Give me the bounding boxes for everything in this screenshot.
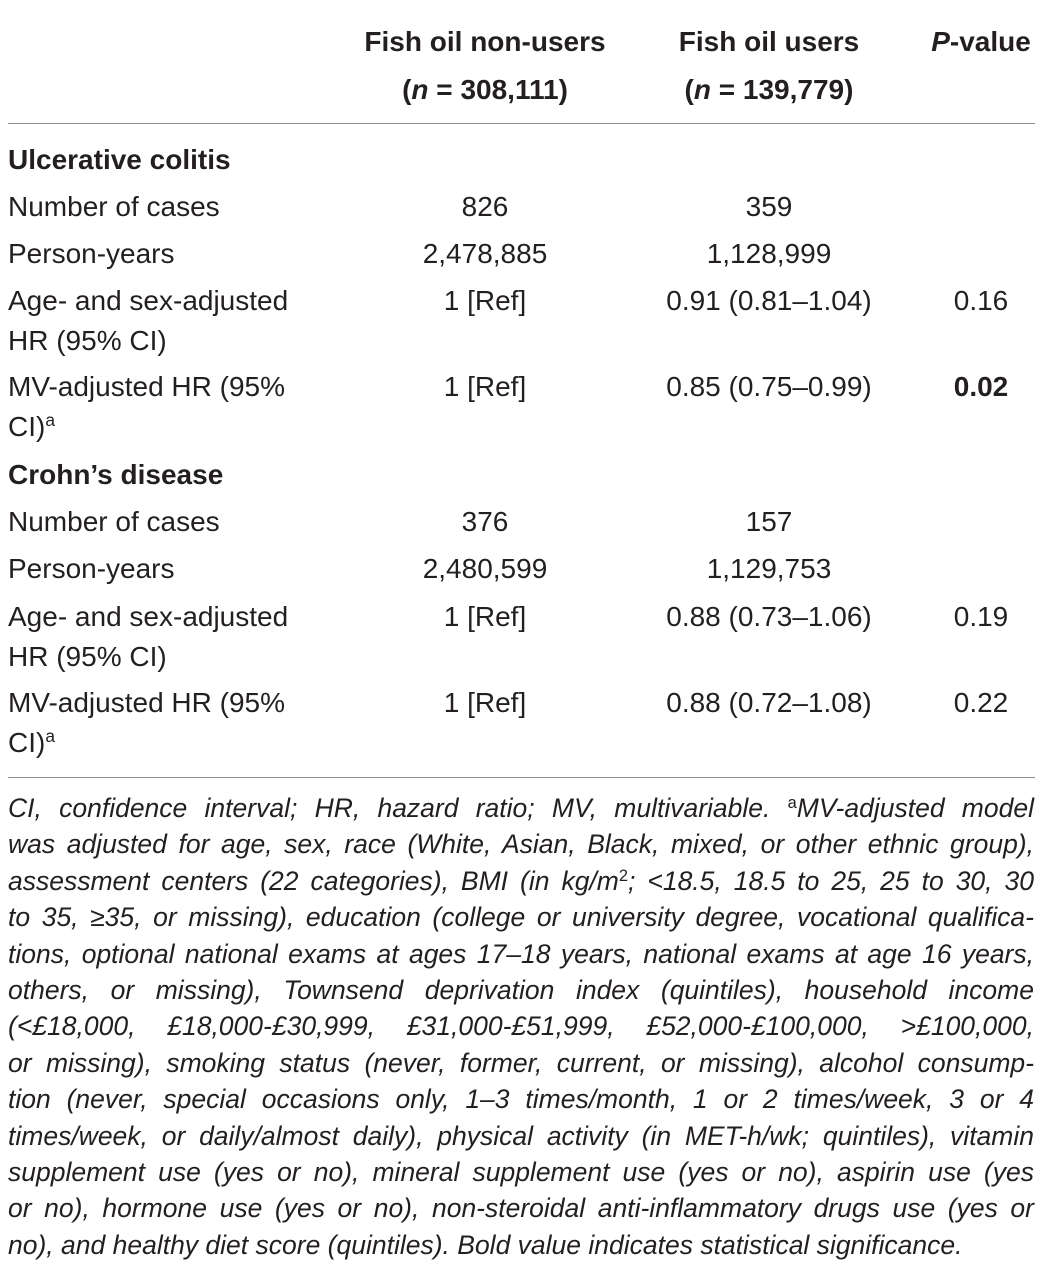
- footnote-text: tion (never, special occasions only, 1–3 times/month, 1 or 2 times/week, 3 or 4: [8, 1084, 1034, 1115]
- table-row: [0, 683, 1041, 758]
- p-label-rest: -value: [949, 26, 1031, 57]
- n-open: (: [684, 74, 694, 105]
- p-value: 0.22: [953, 687, 1009, 718]
- p-value: 0.19: [953, 601, 1009, 632]
- column-header-n: [360, 66, 610, 114]
- row-label: Person-years: [8, 553, 175, 584]
- footnote-text: or missing), smoking status (never, former, current, or missing), alcohol consump-: [8, 1047, 1034, 1078]
- row-label: Number of cases: [8, 191, 220, 222]
- row-label: [8, 281, 288, 361]
- footnote-text: MV-adjusted model: [796, 793, 1034, 823]
- section-header: [0, 455, 1041, 495]
- footnote-text: assessment centers (22 categories), BMI (in kg/m: [8, 865, 619, 896]
- nonusers-value: 1 [Ref]: [443, 601, 527, 632]
- footnote-line: [8, 1227, 1034, 1263]
- footnote-text: CI, confidence interval; HR, hazard ratio; MV, multivariable.: [8, 793, 788, 823]
- footnote-line: [8, 1190, 1034, 1226]
- footnote-text: tions, optional national exams at ages 17–18 years, national exams at age 16 years,: [8, 938, 1034, 969]
- row-label-line: MV-adjusted HR (95%: [8, 371, 286, 402]
- users-value: 157: [745, 506, 793, 537]
- row-label-text: CI): [8, 727, 46, 758]
- column-header-title: Fish oil users: [678, 26, 860, 57]
- row-label: Person-years: [8, 238, 175, 269]
- row-label-line: HR (95% CI): [8, 641, 167, 672]
- nonusers-value: 1 [Ref]: [443, 687, 527, 718]
- row-label-line: Age- and sex-adjusted: [8, 285, 289, 316]
- footnote-line: [8, 790, 1034, 826]
- column-header-n: [660, 66, 878, 114]
- n-symbol: n: [693, 74, 711, 105]
- table-row: [0, 187, 1041, 227]
- p-value: 0.16: [953, 285, 1009, 316]
- table-row: [0, 549, 1041, 589]
- section-title: Ulcerative colitis: [8, 144, 231, 175]
- users-value: 0.88 (0.73–1.06): [666, 601, 872, 632]
- table-header: [0, 18, 1041, 105]
- section-title: Crohn’s disease: [8, 459, 224, 490]
- p-symbol: P: [931, 26, 950, 57]
- footnote-line: [8, 1081, 1034, 1117]
- column-header-pvalue: [926, 18, 1036, 66]
- footnote-text: others, or missing), Townsend deprivation index (quintiles), household income: [8, 974, 1034, 1005]
- table-row: [0, 367, 1041, 442]
- row-label-line: MV-adjusted HR (95%: [8, 687, 286, 718]
- users-value: 359: [745, 191, 793, 222]
- footnote-line: [8, 899, 1034, 935]
- table-row: [0, 234, 1041, 274]
- column-header-users: [660, 18, 878, 114]
- users-value: 1,128,999: [706, 238, 832, 269]
- table-row: [0, 597, 1041, 672]
- nonusers-value: 376: [461, 506, 509, 537]
- footnote-line: [8, 1045, 1034, 1081]
- footnote-line: [8, 1118, 1034, 1154]
- column-header-title: Fish oil non-users: [364, 26, 606, 57]
- footnote-text: (<£18,000, £18,000-£30,999, £31,000-£51,999, £52,000-£100,000, >£100,000,: [8, 1011, 1034, 1042]
- row-label-line: HR (95% CI): [8, 325, 167, 356]
- row-label: [8, 597, 288, 677]
- footer-divider: [8, 777, 1035, 778]
- header-divider: [8, 123, 1035, 124]
- footnote-line: [8, 1008, 1034, 1044]
- n-symbol: n: [411, 74, 429, 105]
- table-row: [0, 281, 1041, 356]
- n-open: (: [402, 74, 412, 105]
- footnote-text: to 35, ≥35, or missing), education (college or university degree, vocational qualifica-: [8, 902, 1034, 933]
- n-value: = 308,111): [428, 74, 568, 105]
- footnote-text: supplement use (yes or no), mineral supplement use (yes or no), aspirin use (yes: [8, 1156, 1034, 1187]
- table-footnote: [8, 790, 1034, 1263]
- footnote-marker: a: [45, 410, 55, 431]
- footnote-text: times/week, or daily/almost daily), physical activity (in MET-h/wk; quintiles), vitamin: [8, 1120, 1034, 1151]
- nonusers-value: 826: [461, 191, 509, 222]
- row-label: [8, 367, 285, 447]
- n-value: = 139,779): [710, 74, 854, 105]
- row-label-line: [8, 723, 285, 763]
- footnote-line: [8, 826, 1034, 862]
- users-value: 1,129,753: [706, 553, 832, 584]
- footnote-line: [8, 1154, 1034, 1190]
- footnote-line: [8, 972, 1034, 1008]
- superscript-exponent: 2: [618, 866, 629, 885]
- users-value: 0.91 (0.81–1.04): [666, 285, 872, 316]
- users-value: 0.88 (0.72–1.08): [666, 687, 872, 718]
- footnote-marker: a: [45, 726, 55, 747]
- column-header-nonusers: [360, 18, 610, 114]
- nonusers-value: 1 [Ref]: [443, 285, 527, 316]
- section-header: [0, 140, 1041, 180]
- row-label-line: Age- and sex-adjusted: [8, 601, 289, 632]
- footnote-text: ; <18.5, 18.5 to 25, 25 to 30, 30: [628, 865, 1034, 896]
- footnote-text: or no), hormone use (yes or no), non-steroidal anti-inflammatory drugs use (yes or: [8, 1193, 1034, 1224]
- users-value: 0.85 (0.75–0.99): [666, 371, 872, 402]
- p-value-significant: 0.02: [953, 371, 1009, 402]
- footnote-text: was adjusted for age, sex, race (White, Asian, Black, mixed, or other ethnic group),: [8, 829, 1034, 860]
- row-label-text: CI): [8, 411, 46, 442]
- footnote-marker: a: [787, 793, 797, 812]
- row-label: [8, 683, 285, 763]
- footnote-line: [8, 936, 1034, 972]
- nonusers-value: 1 [Ref]: [443, 371, 527, 402]
- nonusers-value: 2,478,885: [422, 238, 548, 269]
- footnote-text: no), and healthy diet score (quintiles). Bold value indicates statistical significance.: [8, 1229, 963, 1260]
- row-label: Number of cases: [8, 506, 220, 537]
- table-row: [0, 502, 1041, 542]
- footnote-line: [8, 863, 1034, 899]
- row-label-line: [8, 407, 285, 447]
- nonusers-value: 2,480,599: [422, 553, 548, 584]
